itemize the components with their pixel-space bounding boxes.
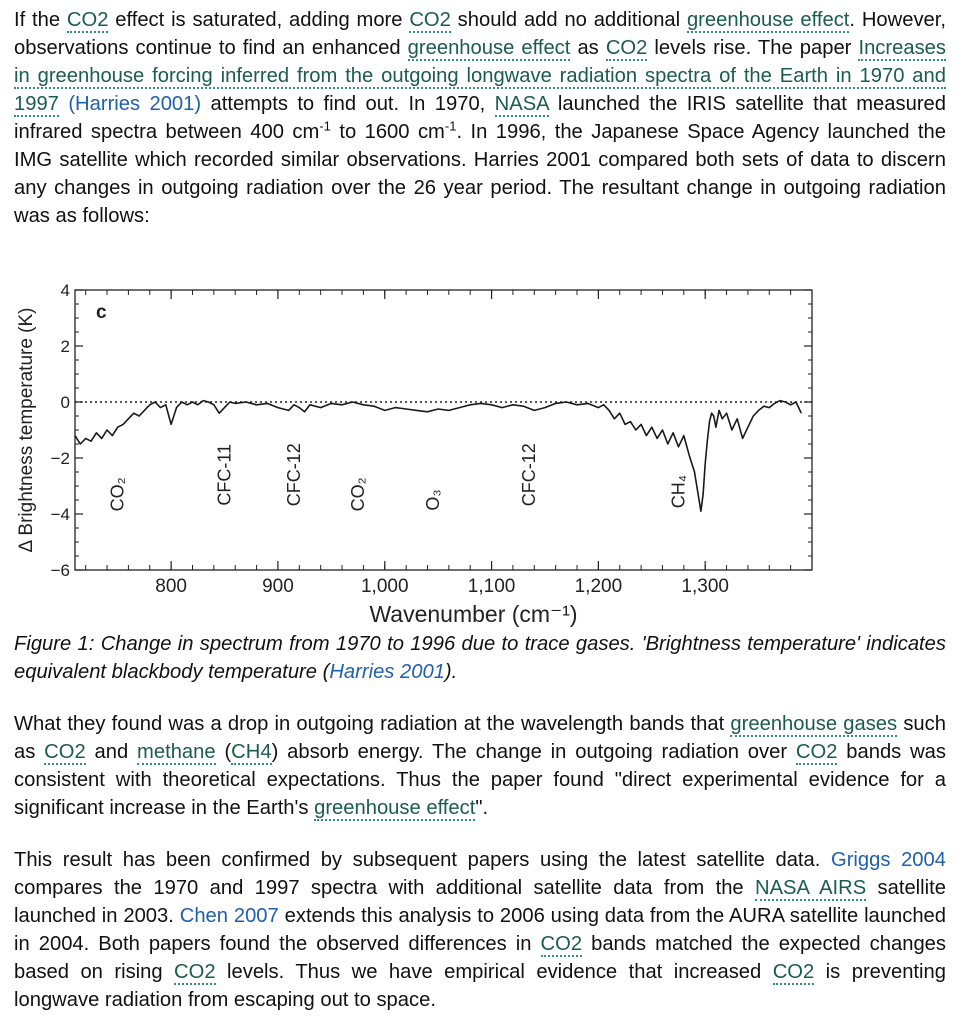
gas-annotation: CO₂ — [107, 477, 128, 512]
gas-annotation: CH₄ — [668, 474, 689, 509]
chen-2007-link[interactable]: Chen 2007 — [179, 905, 279, 927]
chart-marks — [75, 401, 801, 512]
confirmation-paragraph: This result has been confirmed by subsequent papers using the latest satellite data. Griggs 2004 compares the 1970 and 1997 spectra with additional satellite data from the NASA AIRS satellite launched in 2003. Chen 2007 extends this analysis to 2006 using data from the AURA satellite launched in 2004. Both papers found the observed differences in CO2 bands matched the expected changes based on rising CO2 levels. Thus we have empirical evidence that increased CO2 is preventing longwave radiation from escaping out to space. — [14, 849, 947, 1011]
y-tick-label: −4 — [50, 505, 70, 524]
co2-link[interactable]: CO2 — [66, 9, 109, 31]
gas-annotation: CFC-12 — [518, 443, 539, 507]
superscript: -1 — [444, 118, 457, 134]
greenhouse-effect-link[interactable]: greenhouse effect — [686, 9, 850, 31]
superscript: -1 — [319, 118, 331, 134]
harries-2001-caption-link[interactable]: Harries 2001 — [329, 661, 445, 683]
findings-paragraph: What they found was a drop in outgoing radiation at the wavelength bands that greenhouse gases such as CO2 and methane (CH4) absorb energy. The change in outgoing radiation over CO2 bands was consistent with theoretical expectations. Thus the paper found "direct experimental evidence for a significant increase in the Earth's greenhouse effect". — [14, 713, 946, 819]
x-tick-label: 1,100 — [467, 576, 516, 597]
x-tick-label: 1,300 — [681, 576, 729, 597]
y-tick-label: −6 — [50, 561, 70, 580]
intro-paragraph: If the CO2 effect is saturated, adding more CO2 should add no additional greenhouse effect. However, observations continue to find an enhanced greenhouse effect as CO2 levels rise. The paper Increases in greenhouse forcing inferred from the outgoing longwave radiation spectra of the Earth in 1970 and 1997 (Harries 2001) attempts to find out. In 1970, NASA launched the IRIS satellite that measured infrared spectra between 400 $cm^{-1}$ to 1600 $cm^{-1}$. In 1996, the Japanese Space Agency launched the IMG satellite which recorded similar observations. Harries 2001 compared both sets of data to discern any changes in outgoing radiation over the 26 year period. The resultant change in outgoing radiation was as follows: — [14, 9, 947, 227]
x-tick-label: 1,000 — [360, 576, 409, 597]
spectrum-change-chart — [0, 270, 963, 630]
co2-link[interactable]: CO2 — [174, 961, 216, 983]
gas-annotation: CO₂ — [348, 477, 369, 512]
harries-2001-link[interactable]: (Harries 2001) — [68, 93, 202, 115]
x-tick-label: 800 — [155, 576, 187, 597]
greenhouse-effect-link[interactable]: greenhouse effect — [407, 37, 571, 59]
y-tick-label: 2 — [60, 337, 70, 356]
nasa-link[interactable]: NASA — [494, 93, 549, 115]
co2-link[interactable]: CO2 — [409, 9, 451, 31]
gas-annotation: O₃ — [422, 489, 443, 511]
nasa-airs-link[interactable]: NASA AIRS — [754, 877, 867, 899]
panel-label: c — [96, 302, 107, 323]
paper-title-link[interactable]: Increases in greenhouse forcing inferred from the outgoing longwave radiation spectra of the Earth in 1970 and 1997 — [14, 37, 946, 115]
ch4-link[interactable]: CH4 — [231, 741, 272, 763]
co2-link[interactable]: CO2 — [44, 741, 86, 763]
gas-annotation: CFC-12 — [283, 443, 304, 507]
griggs-2004-link[interactable]: Griggs 2004 — [831, 849, 946, 871]
y-axis-title: Δ Brightness temperature (K) — [16, 307, 37, 553]
co2-link[interactable]: CO2 — [795, 741, 838, 763]
figure-caption: Figure 1: Change in spectrum from 1970 to 1996 due to trace gases. 'Brightness temperature' indicates equivalent blackbody temperature (Harries 2001). — [14, 633, 946, 683]
y-tick-label: 0 — [60, 393, 70, 412]
chart-axes — [16, 281, 812, 627]
gas-annotation: CFC-11 — [214, 443, 235, 506]
y-tick-label: −2 — [50, 449, 70, 468]
co2-link[interactable]: CO2 — [540, 933, 583, 955]
plot-frame — [75, 290, 812, 570]
x-axis-title: Wavenumber (cm⁻¹) — [369, 601, 578, 627]
co2-link[interactable]: CO2 — [772, 961, 815, 983]
greenhouse-gases-link[interactable]: greenhouse gases — [730, 713, 898, 735]
methane-link[interactable]: methane — [137, 741, 216, 763]
y-tick-label: 4 — [60, 281, 70, 300]
co2-link[interactable]: CO2 — [605, 37, 648, 59]
greenhouse-effect-link[interactable]: greenhouse effect — [314, 797, 476, 819]
x-tick-label: 900 — [262, 576, 294, 597]
x-tick-label: 1,200 — [574, 576, 623, 597]
